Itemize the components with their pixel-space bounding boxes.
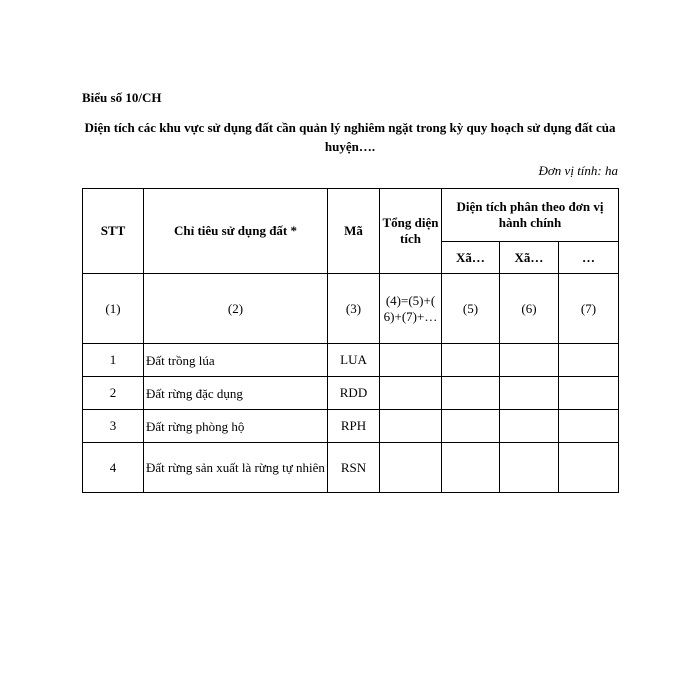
- table-row: [83, 344, 619, 377]
- empty-cell: [442, 377, 500, 410]
- table-row: [83, 443, 619, 493]
- header-area-by-unit: Diện tích phân theo đơn vị hành chính: [442, 189, 619, 242]
- row-stt: 3: [83, 410, 144, 443]
- index-cell: (3): [328, 274, 380, 344]
- empty-cell: [500, 377, 559, 410]
- empty-cell: [380, 344, 442, 377]
- column-index-row: [83, 274, 619, 344]
- row-land-use: Đất rừng đặc dụng: [144, 377, 328, 410]
- empty-cell: [559, 410, 619, 443]
- empty-cell: [442, 410, 500, 443]
- header-code: Mã: [328, 189, 380, 274]
- index-cell: (1): [83, 274, 144, 344]
- row-land-use: Đất rừng phòng hộ: [144, 410, 328, 443]
- row-code: LUA: [328, 344, 380, 377]
- header-commune-1: Xã…: [442, 242, 500, 274]
- header-commune-2: Xã…: [500, 242, 559, 274]
- table-row: [83, 410, 619, 443]
- header-land-use-indicator: Chỉ tiêu sử dụng đất *: [144, 189, 328, 274]
- header-total-area: Tổng diện tích: [380, 189, 442, 274]
- row-stt: 1: [83, 344, 144, 377]
- row-stt: 4: [83, 443, 144, 493]
- index-cell: (5): [442, 274, 500, 344]
- row-stt: 2: [83, 377, 144, 410]
- header-stt: STT: [83, 189, 144, 274]
- empty-cell: [380, 377, 442, 410]
- row-land-use: Đất trồng lúa: [144, 344, 328, 377]
- header-row-top: [83, 189, 619, 242]
- empty-cell: [559, 344, 619, 377]
- empty-cell: [442, 344, 500, 377]
- index-cell: (7): [559, 274, 619, 344]
- empty-cell: [500, 344, 559, 377]
- land-use-table: [82, 188, 619, 493]
- empty-cell: [380, 443, 442, 493]
- row-code: RPH: [328, 410, 380, 443]
- row-code: RDD: [328, 377, 380, 410]
- unit-note: Đơn vị tính: ha: [538, 163, 618, 178]
- empty-cell: [500, 443, 559, 493]
- header-commune-more: …: [559, 242, 619, 274]
- index-cell-formula: (4)=(5)+( 6)+(7)+…: [380, 274, 442, 344]
- empty-cell: [559, 377, 619, 410]
- empty-cell: [442, 443, 500, 493]
- empty-cell: [500, 410, 559, 443]
- table-row: [83, 377, 619, 410]
- row-code: RSN: [328, 443, 380, 493]
- row-land-use: Đất rừng sản xuất là rừng tự nhiên: [144, 443, 328, 493]
- empty-cell: [559, 443, 619, 493]
- empty-cell: [380, 410, 442, 443]
- index-cell: (6): [500, 274, 559, 344]
- document-title: Diện tích các khu vực sử dụng đất cần quản lý nghiêm ngặt trong kỳ quy hoạch sử dụng đất của huyện….: [84, 120, 616, 154]
- form-number: Biểu số 10/CH: [82, 90, 162, 105]
- index-cell: (2): [144, 274, 328, 344]
